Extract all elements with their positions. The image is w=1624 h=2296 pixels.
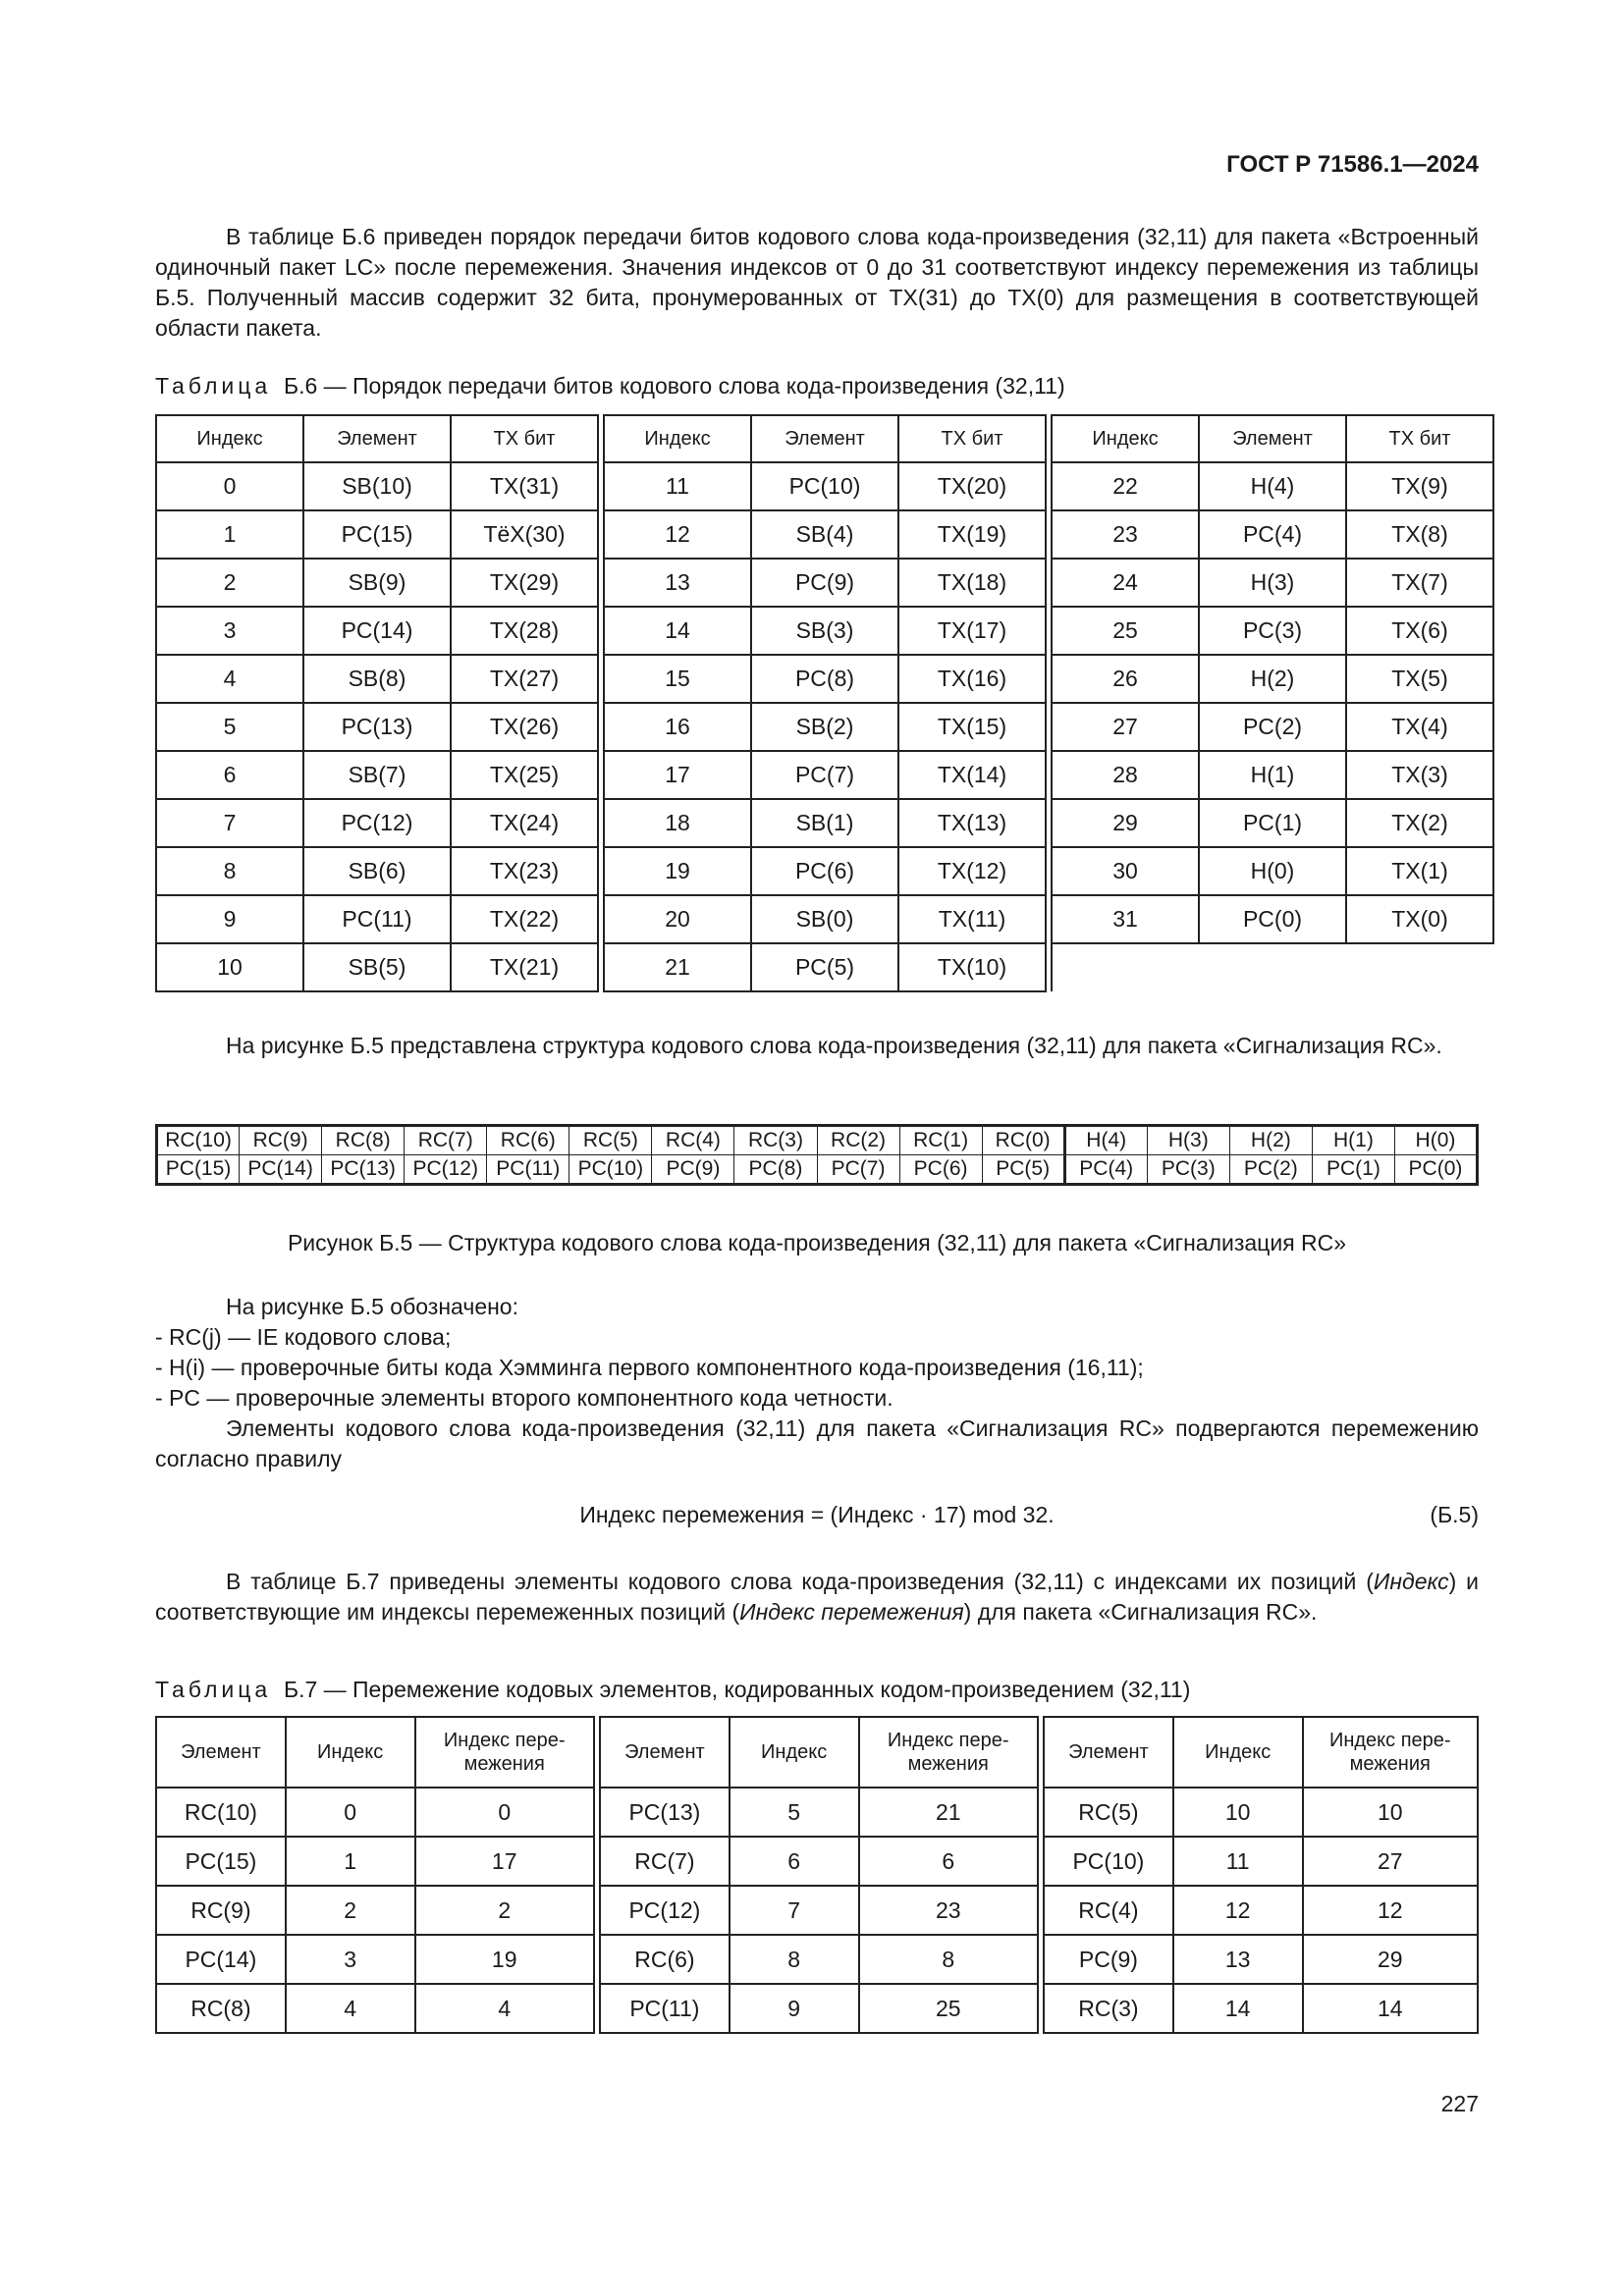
table-cell: 5 (156, 703, 303, 751)
column-header-line: Индекс пере- (1328, 1730, 1451, 1751)
table-cell: PC(12) (303, 799, 451, 847)
table-cell: PC(12) (600, 1886, 730, 1935)
table-cell: TX(21) (451, 943, 598, 991)
figure-cell: RC(10) (157, 1126, 240, 1155)
table-cell: TX(29) (451, 559, 598, 607)
document-code: ГОСТ Р 71586.1—2024 (1226, 151, 1479, 178)
figure-legend (155, 1292, 1479, 1414)
figure-row (157, 1126, 1478, 1155)
table-row (156, 462, 1493, 510)
table-cell: 0 (286, 1788, 415, 1837)
figure-cell: PC(4) (1064, 1155, 1147, 1185)
figure-cell: RC(4) (652, 1126, 734, 1155)
table-cell: TX(24) (451, 799, 598, 847)
table-cell: TX(22) (451, 895, 598, 943)
table-cell: 17 (604, 751, 751, 799)
table-row (156, 847, 1493, 895)
table-cell: RC(4) (1044, 1886, 1173, 1935)
table-row (156, 895, 1493, 943)
table-cell: 31 (1052, 895, 1199, 943)
column-header: Элемент (1199, 415, 1346, 462)
table-cell: SB(1) (751, 799, 898, 847)
table-cell: 16 (604, 703, 751, 751)
table-row (156, 1935, 1478, 1984)
table-cell: H(4) (1199, 462, 1346, 510)
formula-number: (Б.5) (1430, 1502, 1479, 1527)
table6-caption: Таблица Б.6 — Порядок передачи битов кодового слова кода-произведения (32,11) (155, 373, 1065, 399)
figure-cell: PC(1) (1312, 1155, 1394, 1185)
table-cell: 0 (156, 462, 303, 510)
table-cell: TX(1) (1346, 847, 1493, 895)
figure-cell: PC(5) (982, 1155, 1064, 1185)
table-cell: H(3) (1199, 559, 1346, 607)
table-cell: TёX(30) (451, 510, 598, 559)
table-cell: TX(0) (1346, 895, 1493, 943)
table-cell: 14 (1303, 1984, 1478, 2033)
table-cell: 10 (156, 943, 303, 991)
legend-item: - PC — проверочные элементы второго компонентного кода четности. (155, 1385, 893, 1411)
table-cell: SB(10) (303, 462, 451, 510)
table-cell-empty (1052, 943, 1199, 991)
table-cell: 8 (859, 1935, 1038, 1984)
table-cell: 19 (604, 847, 751, 895)
column-header: TX бит (898, 415, 1046, 462)
table-cell: PC(3) (1199, 607, 1346, 655)
table-cell: RC(5) (1044, 1788, 1173, 1837)
table-cell: TX(15) (898, 703, 1046, 751)
figure-cell: RC(9) (240, 1126, 322, 1155)
figure-cell: RC(8) (322, 1126, 405, 1155)
table-cell: 11 (1173, 1837, 1303, 1886)
table-cell: SB(2) (751, 703, 898, 751)
figure-cell: H(1) (1312, 1126, 1394, 1155)
table-header-row (156, 415, 1493, 462)
table-cell: SB(8) (303, 655, 451, 703)
table-cell: RC(6) (600, 1935, 730, 1984)
figure-row (157, 1155, 1478, 1185)
table-cell: 7 (156, 799, 303, 847)
table-cell: 6 (859, 1837, 1038, 1886)
table-cell: TX(5) (1346, 655, 1493, 703)
table-cell: PC(7) (751, 751, 898, 799)
figure-cell: RC(3) (734, 1126, 817, 1155)
table-row (156, 1837, 1478, 1886)
figure-cell: PC(14) (240, 1155, 322, 1185)
table-cell: 28 (1052, 751, 1199, 799)
column-header: Элемент (751, 415, 898, 462)
paragraph-interleave-rule: Элементы кодового слова кода-произведения (32,11) для пакета «Сигнализация RC» подвергаются перемежению согласно правилу (155, 1415, 1479, 1471)
figure-cell: PC(3) (1147, 1155, 1229, 1185)
table-cell: 2 (415, 1886, 594, 1935)
table-cell: PC(10) (1044, 1837, 1173, 1886)
table-cell: PC(14) (156, 1935, 286, 1984)
figure-cell: H(4) (1064, 1126, 1147, 1155)
table-cell: RC(8) (156, 1984, 286, 2033)
table-b7 (155, 1716, 1479, 2034)
table-cell: 21 (859, 1788, 1038, 1837)
table-b6 (155, 414, 1494, 992)
paragraph-table7-intro: В таблице Б.7 приведены элементы кодового слова кода-произведения (32,11) с индексами их позиций (Индекс) и соответствующие им индексы перемеженных позиций (Индекс перемежения) для пакета «Сигнализация RC». (155, 1569, 1479, 1625)
table-cell: TX(17) (898, 607, 1046, 655)
table-cell: 4 (286, 1984, 415, 2033)
table-cell: PC(4) (1199, 510, 1346, 559)
table-cell: TX(2) (1346, 799, 1493, 847)
column-header-line: межения (1349, 1753, 1431, 1775)
table-cell: 2 (286, 1886, 415, 1935)
figure-cell: RC(5) (569, 1126, 652, 1155)
table-cell: PC(14) (303, 607, 451, 655)
table-cell: 25 (1052, 607, 1199, 655)
paragraph-figure-intro: На рисунке Б.5 представлена структура кодового слова кода-произведения (32,11) для пакета «Сигнализация RC». (226, 1033, 1442, 1058)
paragraph-intro: В таблице Б.6 приведен порядок передачи битов кодового слова кода-произведения (32,11) для пакета «Встроенный одиночный пакет LC» после перемежения. Значения индексов от 0 до 31 соответствуют индексу перемежения из таблицы Б.5. Полученный массив содержит 32 бита, пронумерованных от TX(31) до TX(0) для размещения в соответствующей области пакета. (155, 224, 1479, 341)
table-cell: PC(15) (156, 1837, 286, 1886)
legend-intro: На рисунке Б.5 обозначено: (226, 1294, 518, 1319)
table-cell: 20 (604, 895, 751, 943)
table-cell: 13 (1173, 1935, 1303, 1984)
table-cell: 5 (730, 1788, 859, 1837)
table-row (156, 1984, 1478, 2033)
table-cell: 14 (604, 607, 751, 655)
column-header (415, 1717, 594, 1788)
table-cell: PC(8) (751, 655, 898, 703)
table-cell: PC(10) (751, 462, 898, 510)
table-cell: TX(9) (1346, 462, 1493, 510)
table-row (156, 751, 1493, 799)
table-cell: 1 (156, 510, 303, 559)
column-header-line: межения (463, 1753, 545, 1775)
column-header-line: Индекс пере- (443, 1730, 566, 1751)
column-header (1303, 1717, 1478, 1788)
table-cell: TX(4) (1346, 703, 1493, 751)
table-row (156, 799, 1493, 847)
table-cell: 13 (604, 559, 751, 607)
table-cell: SB(5) (303, 943, 451, 991)
table-cell: 3 (156, 607, 303, 655)
table-cell: PC(0) (1199, 895, 1346, 943)
table-cell: 4 (415, 1984, 594, 2033)
figure-b5-codeword-structure (155, 1124, 1479, 1186)
column-header: Индекс (730, 1717, 859, 1788)
figure-cell: PC(13) (322, 1155, 405, 1185)
table-cell: TX(19) (898, 510, 1046, 559)
table-cell: 23 (859, 1886, 1038, 1935)
figure-cell: RC(6) (487, 1126, 569, 1155)
column-header: TX бит (1346, 415, 1493, 462)
table-cell: 3 (286, 1935, 415, 1984)
table-cell: TX(20) (898, 462, 1046, 510)
column-header: TX бит (451, 415, 598, 462)
figure-cell: PC(0) (1394, 1155, 1477, 1185)
page-number: 227 (1440, 2091, 1479, 2116)
column-header: Индекс (1173, 1717, 1303, 1788)
table-cell: 12 (604, 510, 751, 559)
table-cell: 27 (1052, 703, 1199, 751)
table-cell: 30 (1052, 847, 1199, 895)
table-cell: 4 (156, 655, 303, 703)
table-cell: PC(9) (751, 559, 898, 607)
figure-cell: RC(2) (817, 1126, 899, 1155)
table-cell: RC(3) (1044, 1984, 1173, 2033)
table-header-row (156, 1717, 1478, 1788)
table-cell: SB(3) (751, 607, 898, 655)
table-cell: PC(13) (600, 1788, 730, 1837)
table-cell-empty (1199, 943, 1346, 991)
table-cell: 6 (730, 1837, 859, 1886)
table-cell: 12 (1173, 1886, 1303, 1935)
figure-cell: RC(7) (405, 1126, 487, 1155)
table-cell: PC(9) (1044, 1935, 1173, 1984)
table-cell: TX(31) (451, 462, 598, 510)
table-cell: PC(15) (303, 510, 451, 559)
table-cell: 9 (730, 1984, 859, 2033)
table-cell: TX(11) (898, 895, 1046, 943)
figure-cell: H(2) (1229, 1126, 1312, 1155)
column-header: Индекс (604, 415, 751, 462)
figure-cell: RC(1) (899, 1126, 982, 1155)
figure-b5-caption: Рисунок Б.5 — Структура кодового слова кода-произведения (32,11) для пакета «Сигнализация RC» (287, 1230, 1347, 1255)
table-cell-empty (1346, 943, 1493, 991)
table-cell: TX(3) (1346, 751, 1493, 799)
table-row (156, 655, 1493, 703)
table-cell: RC(10) (156, 1788, 286, 1837)
table-row (156, 943, 1493, 991)
figure-cell: PC(6) (899, 1155, 982, 1185)
table-cell: TX(14) (898, 751, 1046, 799)
figure-cell: PC(10) (569, 1155, 652, 1185)
table-cell: 19 (415, 1935, 594, 1984)
column-header: Элемент (303, 415, 451, 462)
column-header (859, 1717, 1038, 1788)
table-cell: 29 (1052, 799, 1199, 847)
table-cell: TX(13) (898, 799, 1046, 847)
table-cell: RC(7) (600, 1837, 730, 1886)
table-cell: TX(25) (451, 751, 598, 799)
table-cell: 9 (156, 895, 303, 943)
table-cell: 29 (1303, 1935, 1478, 1984)
table-cell: 10 (1303, 1788, 1478, 1837)
figure-cell: RC(0) (982, 1126, 1064, 1155)
table-cell: TX(27) (451, 655, 598, 703)
table-cell: 17 (415, 1837, 594, 1886)
table-cell: 7 (730, 1886, 859, 1935)
figure-cell: PC(15) (157, 1155, 240, 1185)
table-cell: SB(7) (303, 751, 451, 799)
legend-item: - H(i) — проверочные биты кода Хэмминга первого компонентного кода-произведения (16,11); (155, 1355, 1144, 1380)
column-header: Элемент (600, 1717, 730, 1788)
table-cell: H(1) (1199, 751, 1346, 799)
table-cell: SB(4) (751, 510, 898, 559)
table-cell: TX(12) (898, 847, 1046, 895)
figure-cell: PC(11) (487, 1155, 569, 1185)
table-cell: 21 (604, 943, 751, 991)
table-cell: 1 (286, 1837, 415, 1886)
figure-cell: PC(9) (652, 1155, 734, 1185)
table-cell: PC(2) (1199, 703, 1346, 751)
column-header: Элемент (156, 1717, 286, 1788)
table-cell: TX(10) (898, 943, 1046, 991)
column-header: Индекс (1052, 415, 1199, 462)
table-cell: PC(11) (600, 1984, 730, 2033)
table-cell: SB(9) (303, 559, 451, 607)
table-cell: 11 (604, 462, 751, 510)
table-cell: 6 (156, 751, 303, 799)
figure-cell: PC(2) (1229, 1155, 1312, 1185)
table7-caption: Таблица Б.7 — Перемежение кодовых элементов, кодированных кодом-произведением (32,11) (155, 1677, 1191, 1702)
table-cell: 10 (1173, 1788, 1303, 1837)
figure-cell: H(0) (1394, 1126, 1477, 1155)
table-cell: 22 (1052, 462, 1199, 510)
table-row (156, 1788, 1478, 1837)
table-cell: 2 (156, 559, 303, 607)
table-cell: 8 (156, 847, 303, 895)
table-cell: PC(11) (303, 895, 451, 943)
table-cell: PC(1) (1199, 799, 1346, 847)
legend-item: - RC(j) — IE кодового слова; (155, 1324, 452, 1350)
figure-cell: PC(12) (405, 1155, 487, 1185)
table-cell: TX(23) (451, 847, 598, 895)
column-header: Элемент (1044, 1717, 1173, 1788)
table-cell: 12 (1303, 1886, 1478, 1935)
column-header: Индекс (156, 415, 303, 462)
table-cell: 24 (1052, 559, 1199, 607)
table-cell: 8 (730, 1935, 859, 1984)
table-cell: TX(18) (898, 559, 1046, 607)
table-cell: 14 (1173, 1984, 1303, 2033)
column-header-line: Индекс пере- (887, 1730, 1009, 1751)
figure-cell: PC(8) (734, 1155, 817, 1185)
table-cell: PC(5) (751, 943, 898, 991)
table-cell: 25 (859, 1984, 1038, 2033)
table-cell: PC(6) (751, 847, 898, 895)
table-cell: 18 (604, 799, 751, 847)
column-header-line: межения (907, 1753, 989, 1775)
table-cell: TX(8) (1346, 510, 1493, 559)
table-row (156, 607, 1493, 655)
table-row (156, 510, 1493, 559)
table-cell: SB(0) (751, 895, 898, 943)
figure-cell: PC(7) (817, 1155, 899, 1185)
table-cell: TX(16) (898, 655, 1046, 703)
table-cell: 23 (1052, 510, 1199, 559)
table-cell: 0 (415, 1788, 594, 1837)
table-cell: TX(7) (1346, 559, 1493, 607)
column-header: Индекс (286, 1717, 415, 1788)
table-cell: 26 (1052, 655, 1199, 703)
figure-cell: H(3) (1147, 1126, 1229, 1155)
table-cell: H(0) (1199, 847, 1346, 895)
table-cell: PC(13) (303, 703, 451, 751)
table-cell: TX(28) (451, 607, 598, 655)
table-cell: TX(26) (451, 703, 598, 751)
table-cell: RC(9) (156, 1886, 286, 1935)
formula-expression: Индекс перемежения = (Индекс · 17) mod 32. (579, 1502, 1055, 1527)
table-row (156, 703, 1493, 751)
table-row (156, 559, 1493, 607)
table-row (156, 1886, 1478, 1935)
table-cell: H(2) (1199, 655, 1346, 703)
table-cell: SB(6) (303, 847, 451, 895)
table-cell: 27 (1303, 1837, 1478, 1886)
table-cell: TX(6) (1346, 607, 1493, 655)
table-cell: 15 (604, 655, 751, 703)
